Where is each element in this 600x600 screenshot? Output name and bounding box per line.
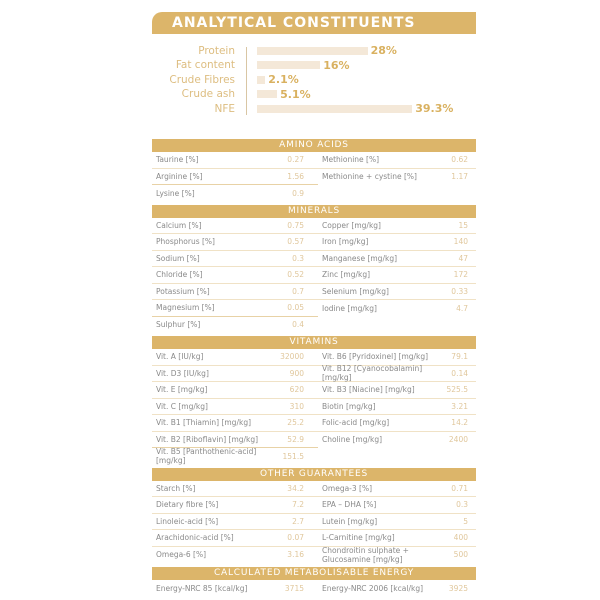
bar-row	[152, 59, 350, 72]
bar-fill	[257, 105, 412, 113]
nutrient-value: 0.33	[451, 286, 468, 296]
section-other-guarantees	[152, 468, 476, 564]
table-row	[152, 415, 318, 432]
nutrient-value: 2400	[448, 435, 468, 445]
table-row	[318, 382, 476, 399]
table-row	[152, 349, 318, 366]
table-row	[152, 152, 318, 169]
table-row	[152, 185, 318, 202]
bar-fill	[257, 90, 277, 98]
section-header: AMINO ACIDS	[152, 139, 476, 152]
nutrient-value: 620	[289, 385, 304, 395]
bar-value: 16%	[323, 58, 350, 72]
nutrient-value: 0.27	[287, 155, 304, 165]
nutrient-label: Chloride [%]	[156, 270, 203, 280]
table-row	[152, 234, 318, 251]
nutrient-label: Vit. B3 [Niacine] [mg/kg]	[322, 385, 415, 395]
table-row	[318, 580, 476, 597]
section-amino-acids	[152, 139, 476, 202]
bar-label: Crude ash	[181, 88, 235, 100]
nutrient-value: 25.2	[287, 418, 304, 428]
right-column	[318, 218, 476, 334]
panel-title: ANALYTICAL CONSTITUENTS	[152, 12, 476, 34]
table-row	[152, 218, 318, 235]
nutrient-label: Omega-6 [%]	[156, 550, 207, 560]
right-column	[318, 481, 476, 564]
nutrient-label: Folic-acid [mg/kg]	[322, 418, 390, 428]
bar-label: Fat content	[175, 59, 235, 71]
nutrient-value: 900	[289, 368, 304, 378]
nutrient-label: L-Carnitine [mg/kg]	[322, 533, 395, 543]
nutrient-value: 0.07	[287, 533, 304, 543]
table-row	[318, 152, 476, 169]
nutrient-label: Energy-NRC 85 [kcal/kg]	[156, 583, 248, 593]
nutrient-value: 47	[458, 253, 468, 263]
nutrient-label: Zinc [mg/kg]	[322, 270, 371, 280]
nutrient-label: Vit. B6 [Pyridoxinel] [mg/kg]	[322, 352, 429, 362]
nutrient-value: 0.62	[451, 155, 468, 165]
left-column	[152, 349, 318, 465]
left-column	[152, 481, 318, 564]
table-row	[318, 514, 476, 531]
right-column	[318, 152, 476, 202]
nutrient-value: 140	[453, 237, 468, 247]
nutrient-label: Linoleic-acid [%]	[156, 516, 219, 526]
nutrient-value: 525.5	[446, 385, 468, 395]
bar-row	[152, 44, 397, 57]
table-row	[318, 481, 476, 498]
bar-label: Protein	[198, 44, 235, 57]
nutrient-value: 3.16	[287, 550, 304, 560]
bar-label: NFE	[214, 102, 235, 115]
section-grid	[152, 580, 476, 597]
nutrient-label: Iron [mg/kg]	[322, 237, 369, 247]
right-column	[318, 349, 476, 465]
nutrient-label: Iodine [mg/kg]	[322, 303, 377, 313]
table-row	[318, 300, 476, 317]
table-row	[318, 366, 476, 383]
table-row	[318, 547, 476, 564]
bar-value: 28%	[370, 44, 397, 57]
nutrient-value: 0.75	[287, 220, 304, 230]
nutrient-value: 0.71	[451, 483, 468, 493]
table-row	[318, 497, 476, 514]
nutrient-value: 2.7	[292, 516, 304, 526]
section-header: MINERALS	[152, 205, 476, 218]
nutrient-value: 4.7	[456, 303, 468, 313]
table-row	[318, 234, 476, 251]
nutrient-value: 500	[453, 550, 468, 560]
table-row	[152, 448, 318, 465]
bar-row	[152, 73, 299, 86]
section-header: OTHER GUARANTEES	[152, 468, 476, 481]
section-grid	[152, 349, 476, 465]
nutrient-label: Methionine + cystine [%]	[322, 172, 417, 182]
bar-value: 5.1%	[280, 87, 311, 101]
nutrient-label: Vit. C [mg/kg]	[156, 401, 208, 411]
nutrient-label: Selenium [mg/kg]	[322, 286, 389, 296]
nutrient-value: 0.4	[292, 320, 304, 330]
nutrient-label: Vit. B2 [Riboflavin] [mg/kg]	[156, 434, 259, 444]
nutrient-label: Sulphur [%]	[156, 320, 201, 330]
nutrient-label: Biotin [mg/kg]	[322, 401, 376, 411]
nutrient-label: Phosphorus [%]	[156, 237, 215, 247]
nutrient-label: Calcium [%]	[156, 220, 202, 230]
nutrient-label: Dietary fibre [%]	[156, 500, 219, 510]
table-row	[152, 530, 318, 547]
nutrient-label: Vit. E [mg/kg]	[156, 385, 208, 395]
table-row	[152, 169, 318, 186]
nutrient-label: Vit. B5 [Panthothenic-acid] [mg/kg]	[156, 447, 257, 466]
table-row	[152, 366, 318, 383]
table-row	[318, 530, 476, 547]
nutrient-label: Taurine [%]	[156, 155, 199, 165]
bar-fill	[257, 76, 265, 84]
table-row	[152, 514, 318, 531]
bar-value: 2.1%	[268, 73, 299, 86]
nutrient-label: Magnesium [%]	[156, 303, 215, 313]
nutrient-label: Manganese [mg/kg]	[322, 253, 397, 263]
nutrient-label: Vit. B1 [Thiamin] [mg/kg]	[156, 418, 252, 428]
nutrient-value: 15	[458, 220, 468, 230]
table-row	[152, 267, 318, 284]
nutrient-value: 32000	[280, 352, 304, 362]
right-column	[318, 580, 476, 597]
bar-fill	[257, 61, 320, 69]
bar-row	[152, 88, 311, 101]
left-column	[152, 580, 318, 597]
table-row	[152, 580, 318, 597]
section-minerals	[152, 205, 476, 334]
nutrient-value: 1.56	[287, 171, 304, 181]
bar-label: Crude Fibres	[169, 73, 235, 86]
table-row	[152, 284, 318, 301]
table-row	[152, 300, 318, 317]
nutrient-value: 0.52	[287, 270, 304, 280]
section-grid	[152, 218, 476, 334]
nutrient-label: Sodium [%]	[156, 253, 200, 263]
nutrient-label: Energy-NRC 2006 [kcal/kg]	[322, 583, 424, 593]
nutrient-value: 0.9	[292, 188, 304, 198]
nutrient-value: 0.7	[292, 286, 304, 296]
section-grid	[152, 481, 476, 564]
bar-row	[152, 102, 453, 115]
nutrient-value: 0.3	[456, 500, 468, 510]
nutrient-label: Potassium [%]	[156, 286, 210, 296]
nutrient-value: 3.21	[451, 401, 468, 411]
table-row	[318, 251, 476, 268]
nutrient-value: 7.2	[292, 500, 304, 510]
nutrient-value: 3925	[448, 583, 468, 593]
nutrient-value: 172	[453, 270, 468, 280]
table-row	[152, 432, 318, 449]
table-row	[318, 218, 476, 235]
nutrient-value: 1.17	[451, 172, 468, 182]
nutrient-tables	[152, 139, 476, 597]
nutrient-label: Lutein [mg/kg]	[322, 516, 378, 526]
left-column	[152, 218, 318, 334]
table-row	[152, 481, 318, 498]
nutrient-label: Lysine [%]	[156, 188, 195, 198]
nutrient-label: Arginine [%]	[156, 171, 203, 181]
nutrient-value: 34.2	[287, 483, 304, 493]
constituents-bar-chart	[152, 44, 476, 126]
nutrient-label: Methionine [%]	[322, 155, 380, 165]
nutrient-value: 151.5	[282, 451, 304, 461]
nutrient-label: Starch [%]	[156, 483, 196, 493]
nutrient-value: 79.1	[451, 352, 468, 362]
analytical-constituents-panel	[152, 12, 476, 597]
nutrient-value: 0.05	[287, 303, 304, 313]
nutrient-label: Copper [mg/kg]	[322, 220, 381, 230]
table-row	[318, 284, 476, 301]
nutrient-label: EPA – DHA [%]	[322, 500, 377, 510]
section-header: VITAMINS	[152, 336, 476, 349]
nutrient-label: Arachidonic-acid [%]	[156, 533, 234, 543]
table-row	[318, 349, 476, 366]
nutrient-label: Vit. D3 [IU/kg]	[156, 368, 209, 378]
nutrient-value: 14.2	[451, 418, 468, 428]
nutrient-value: 52.9	[287, 434, 304, 444]
nutrient-value: 0.57	[287, 237, 304, 247]
nutrient-value: 310	[289, 401, 304, 411]
table-row	[152, 399, 318, 416]
table-row	[318, 169, 476, 186]
table-row	[152, 547, 318, 564]
table-row	[152, 317, 318, 334]
section-grid	[152, 152, 476, 202]
nutrient-value: 400	[453, 533, 468, 543]
nutrient-value: 0.14	[451, 368, 468, 378]
nutrient-label: Omega-3 [%]	[322, 483, 373, 493]
nutrient-label: Chondroitin sulphate + Glucosamine [mg/kg]	[322, 545, 409, 564]
section-header: CALCULATED METABOLISABLE ENERGY	[152, 567, 476, 580]
nutrient-value: 3715	[284, 583, 304, 593]
nutrient-label: Choline [mg/kg]	[322, 435, 383, 445]
bar-value: 39.3%	[415, 102, 454, 115]
left-column	[152, 152, 318, 202]
nutrient-value: 0.3	[292, 253, 304, 263]
section-vitamins	[152, 336, 476, 465]
table-row	[318, 399, 476, 416]
nutrient-label: Vit. B12 [Cyanocobalamin] [mg/kg]	[322, 364, 423, 383]
table-row	[152, 251, 318, 268]
bar-fill	[257, 47, 368, 55]
table-row	[318, 415, 476, 432]
table-row	[152, 497, 318, 514]
nutrient-label: Vit. A [IU/kg]	[156, 352, 204, 362]
section-calculated-metabolisable-energy	[152, 567, 476, 597]
table-row	[318, 432, 476, 449]
nutrient-value: 5	[463, 516, 468, 526]
table-row	[318, 267, 476, 284]
table-row	[152, 382, 318, 399]
